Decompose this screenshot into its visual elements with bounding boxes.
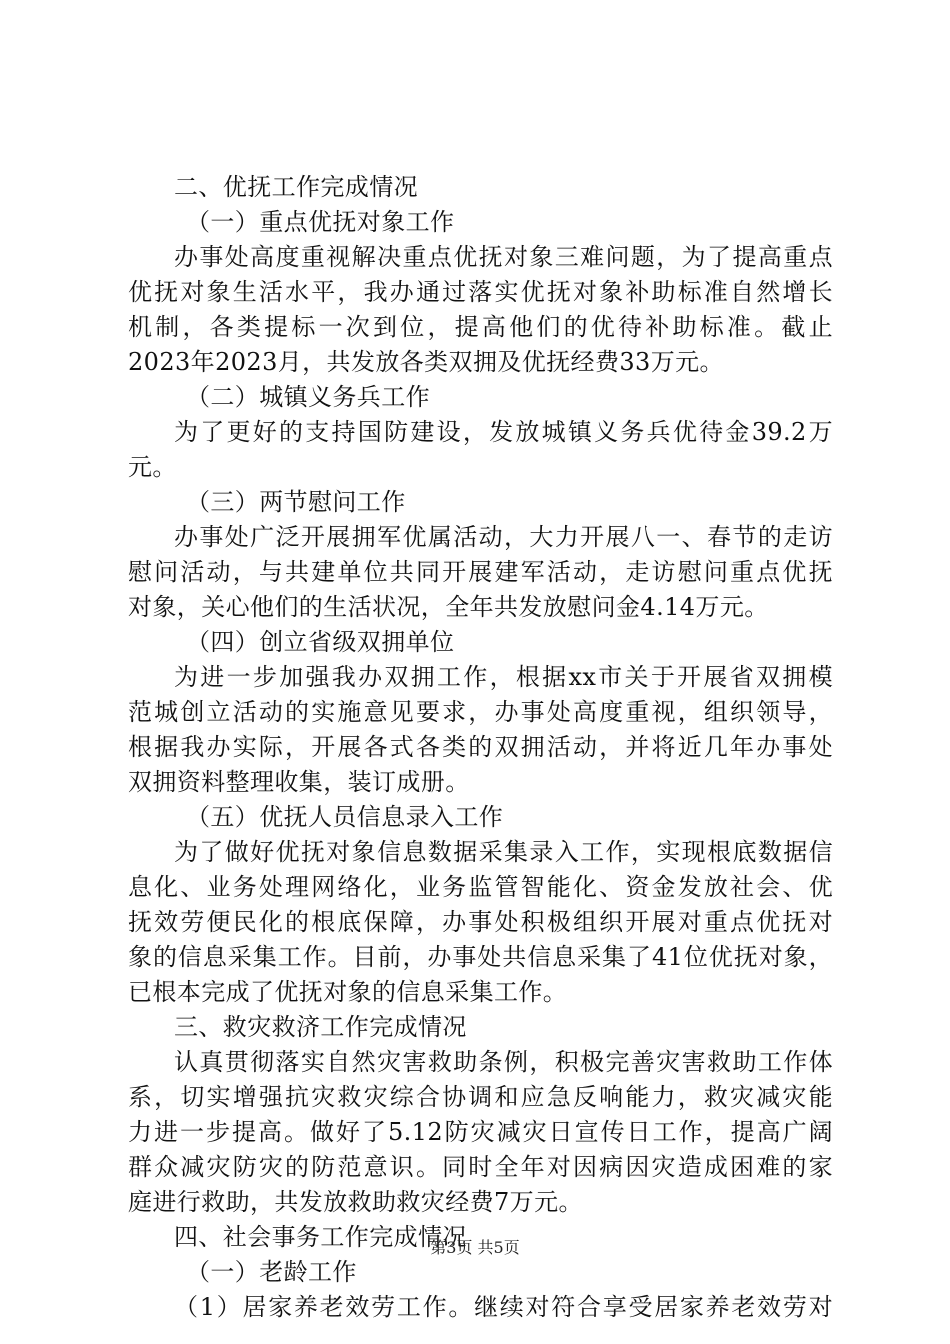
text-line-para: 力进一步提高。做好了5.12防灾减灾日宣传日工作，提高广阔 (128, 1118, 833, 1146)
text-line-subheading: （三）两节慰问工作 (186, 488, 406, 516)
text-line-heading: 四、社会事务工作完成情况 (174, 1223, 467, 1251)
text-line-para: 系，切实增强抗灾救灾综合协调和应急反响能力，救灾减灾能 (128, 1083, 833, 1111)
text-line-para-start: 为了更好的支持国防建设，发放城镇义务兵优待金39.2万 (174, 418, 833, 446)
text-line-para-end: 双拥资料整理收集，装订成册。 (128, 768, 470, 796)
text-line-para-start: 认真贯彻落实自然灾害救助条例，积极完善灾害救助工作体 (174, 1048, 833, 1076)
text-line-subheading: （一）重点优抚对象工作 (186, 208, 455, 236)
text-line-heading: 二、优抚工作完成情况 (174, 173, 418, 201)
text-line-para: 息化、业务处理网络化，业务监管智能化、资金发放社会、优 (128, 873, 833, 901)
text-line-para-start: 为了做好优抚对象信息数据采集录入工作，实现根底数据信 (174, 838, 833, 866)
text-line-para-end: 元。 (128, 453, 177, 481)
text-line-para-start: （1）居家养老效劳工作。继续对符合享受居家养老效劳对 (174, 1293, 833, 1321)
text-line-para-end: 对象，关心他们的生活状况，全年共发放慰问金4.14万元。 (128, 593, 769, 621)
text-line-para: 群众减灾防灾的防范意识。同时全年对因病因灾造成困难的家 (128, 1153, 833, 1181)
text-line-para: 慰问活动，与共建单位共同开展建军活动，走访慰问重点优抚 (128, 558, 833, 586)
text-line-para: 根据我办实际，开展各式各类的双拥活动，并将近几年办事处 (128, 733, 833, 761)
text-line-para-end: 2023年2023月，共发放各类双拥及优抚经费33万元。 (128, 348, 724, 376)
text-line-heading: 三、救灾救济工作完成情况 (174, 1013, 467, 1041)
text-line-para-start: 为进一步加强我办双拥工作，根据xx市关于开展省双拥模 (174, 663, 833, 691)
text-line-para-start: 办事处广泛开展拥军优属活动，大力开展八一、春节的走访 (174, 523, 833, 551)
text-line-subheading: （一）老龄工作 (186, 1258, 357, 1286)
text-line-para-end: 已根本完成了优抚对象的信息采集工作。 (128, 978, 568, 1006)
text-line-subheading: （四）创立省级双拥单位 (186, 628, 455, 656)
text-line-para: 优抚对象生活水平，我办通过落实优抚对象补助标准自然增长 (128, 278, 833, 306)
text-line-para: 范城创立活动的实施意见要求，办事处高度重视，组织领导， (128, 698, 833, 726)
text-line-subheading: （五）优抚人员信息录入工作 (186, 803, 504, 831)
text-line-para: 象的信息采集工作。目前，办事处共信息采集了41位优抚对象， (128, 943, 833, 971)
text-line-para-end: 庭进行救助，共发放救助救灾经费7万元。 (128, 1188, 583, 1216)
document-body (128, 170, 833, 1325)
text-line-para: 机制，各类提标一次到位，提高他们的优待补助标准。截止 (128, 313, 833, 341)
page-footer: 第3页 共5页 (430, 1238, 520, 1257)
text-line-para-start: 办事处高度重视解决重点优抚对象三难问题，为了提高重点 (174, 243, 833, 271)
text-line-subheading: （二）城镇义务兵工作 (186, 383, 430, 411)
text-line-para: 抚效劳便民化的根底保障，办事处积极组织开展对重点优抚对 (128, 908, 833, 936)
